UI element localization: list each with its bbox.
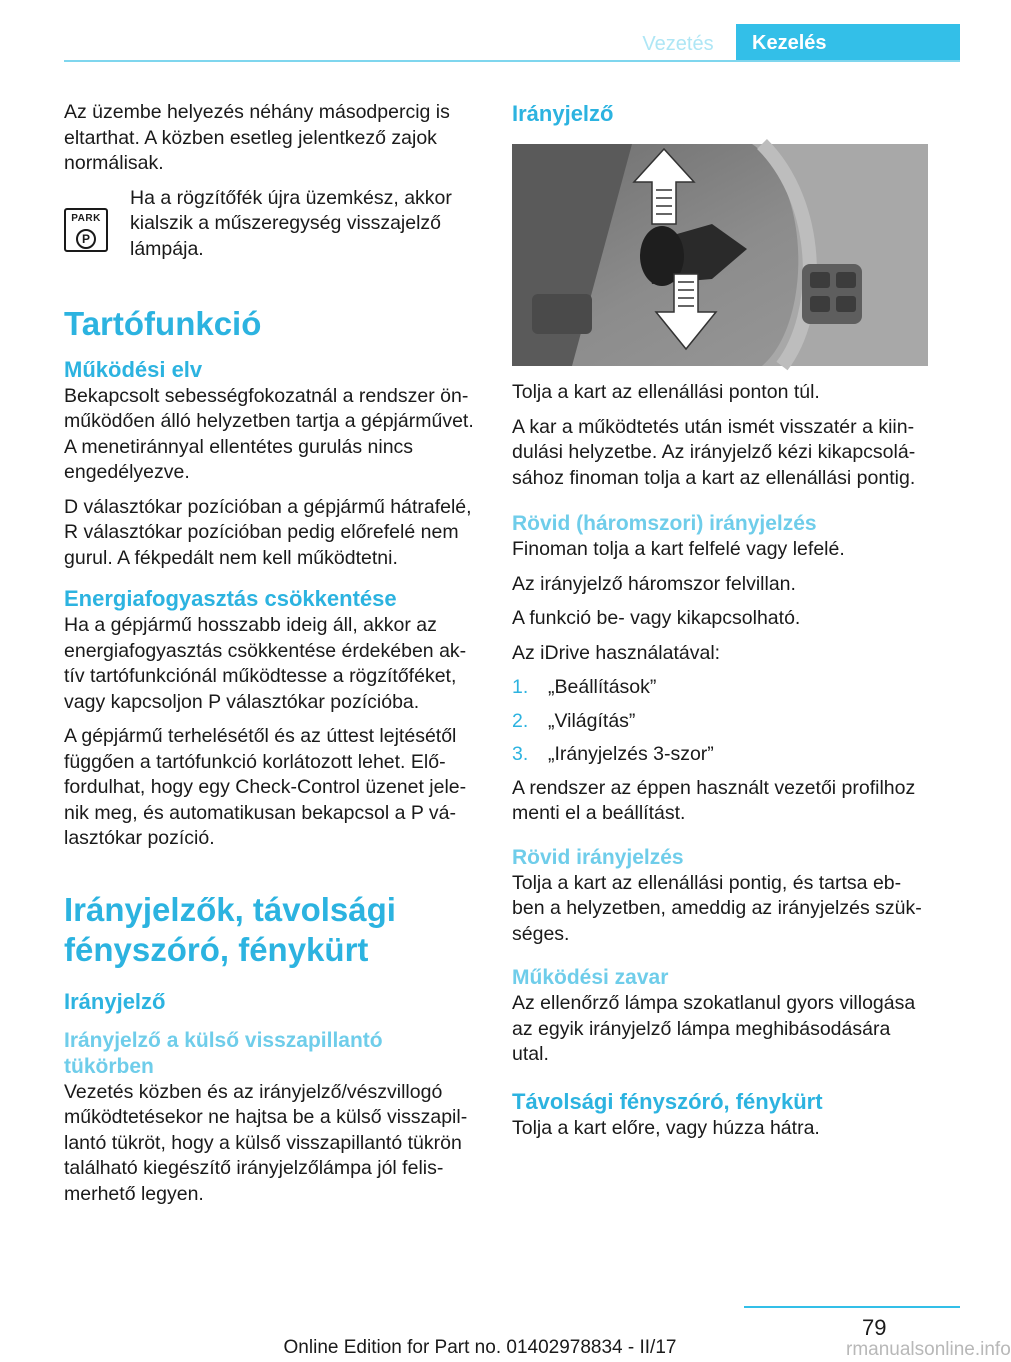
heading-tukor: Irányjelző a külső visszapillantó tükörben [64, 1028, 383, 1078]
heading-rovid-iranyjelzes: Rövid irányjelzés [512, 845, 684, 869]
park-note-text: Ha a rögzítőfék újra üzemkész, akkor kialszik a műszeregység visszajelző lámpája. [130, 186, 452, 260]
list-item-text: „Beállítások” [548, 676, 657, 698]
list-item-number: 2. [512, 709, 529, 732]
list-item-number: 1. [512, 676, 529, 698]
heading-iranyjelzo-left: Irányjelző [64, 988, 166, 1014]
list-item [512, 742, 926, 768]
paragraph-finoman: Finoman tolja a kart felfelé vagy lefelé. [512, 538, 845, 560]
list-item [512, 675, 926, 701]
heading-mukodesi-zavar: Működési zavar [512, 966, 669, 989]
paragraph-tavolsagi: Tolja a kart előre, vagy húzza hátra. [512, 1116, 820, 1139]
paragraph-tolja: Tolja a kart az ellenállási ponton túl. [512, 381, 820, 403]
list-item-text: „Világítás” [548, 709, 636, 732]
heading-iranyjelzok: Irányjelzők, távolsági fényszóró, fénykürt [64, 890, 396, 968]
paragraph-valasztokar: D választókar pozícióban a gépjármű hátrafelé, R választókar pozícióban pedig előrefelé nem gurul. A fékpedált nem kell működtetni. [64, 495, 472, 569]
park-icon-label: PARK [71, 212, 101, 224]
paragraph-energiafogyasztas: Ha a gépjármű hosszabb ideig áll, akkor az energiafogyasztás csökkentése érdekében aktív tartófunkciónál működtesse a rögzítőféket, vagy kapcsoljon P választókar pozícióba. [64, 614, 467, 713]
heading-tartofunkcio: Tartófunkció [64, 304, 262, 342]
settings-steps-list [512, 675, 926, 768]
paragraph-tukor: Vezetés közben és az irányjelző/vészvillogó működtetésekor ne hajtsa be a külső visszapillantó tükröt, hogy a külső visszapillantó tükrön található kiegészítő irányjelzőlámpa jól felismerhető legyen. [64, 1080, 468, 1205]
header-tab-kezeles[interactable]: Kezelés [736, 24, 960, 62]
header-tab-vezetes[interactable]: Vezetés [642, 33, 714, 55]
paragraph-mukodesi-elv: Bekapcsolt sebességfokozatnál a rendszer önműködően álló helyzetben tartja a gépjárművet. A menetiránnyal ellentétes gurulás nincs engedélyezve. [64, 384, 474, 483]
intro-paragraph: Az üzembe helyezés néhány másodpercig is eltarthat. A közben esetleg jelentkező zajok normálisak. [64, 101, 450, 174]
left-column [64, 100, 478, 1216]
list-item-number: 3. [512, 743, 529, 765]
paragraph-haromszor: Az irányjelző háromszor felvillan. [512, 572, 796, 595]
right-column [512, 100, 926, 1150]
paragraph-profil: A rendszer az éppen használt vezetői profilhoz menti el a beállítást. [512, 776, 916, 824]
heading-mukodesi-elv: Működési elv [64, 356, 203, 382]
turn-signal-lever-photo [512, 144, 928, 366]
park-brake-icon [64, 208, 108, 252]
heading-iranyjelzo-right: Irányjelző [512, 101, 614, 126]
watermark: rmanualsonline.info [846, 1339, 1011, 1360]
paragraph-rovid: Tolja a kart az ellenállási pontig, és tartsa ebben a helyzetben, ameddig az irányjelzés szükséges. [512, 871, 922, 945]
heading-tavolsagi: Távolsági fényszóró, fénykürt [512, 1088, 823, 1114]
heading-energiafogyasztas: Energiafogyasztás csökkentése [64, 586, 397, 611]
paragraph-terheles: A gépjármű terhelésétől és az úttest lejtésétől függően a tartófunkció korlátozott lehet. Előfordulhat, hogy egy Check-Control üzenet jelenik meg, és automatikusan bekapcsol a P választókar pozíció. [64, 725, 467, 849]
header-rule [64, 60, 960, 62]
heading-rovid-haromszori: Rövid (háromszori) irányjelzés [512, 512, 817, 535]
paragraph-zavar: Az ellenőrző lámpa szokatlanul gyors villogása az egyik irányjelző lámpa meghibásodására utal. [512, 992, 916, 1065]
edition-footer: Online Edition for Part no. 01402978834 - II/17 [283, 1337, 677, 1358]
paragraph-visszater: A kar a működtetés után ismét visszatér a kiindulási helyzetbe. Az irányjelző kézi kikapcsolásához finoman tolja a kart az ellenállási pontig. [512, 415, 916, 489]
park-note [64, 186, 478, 286]
page-number-rule [744, 1306, 960, 1308]
page-number: 79 [862, 1315, 887, 1340]
paragraph-idrive: Az iDrive használatával: [512, 641, 721, 664]
park-icon-symbol: P [76, 229, 96, 249]
paragraph-funkcio: A funkció be- vagy kikapcsolható. [512, 607, 801, 629]
list-item-text: „Irányjelzés 3-szor” [548, 743, 714, 765]
list-item [512, 709, 926, 735]
